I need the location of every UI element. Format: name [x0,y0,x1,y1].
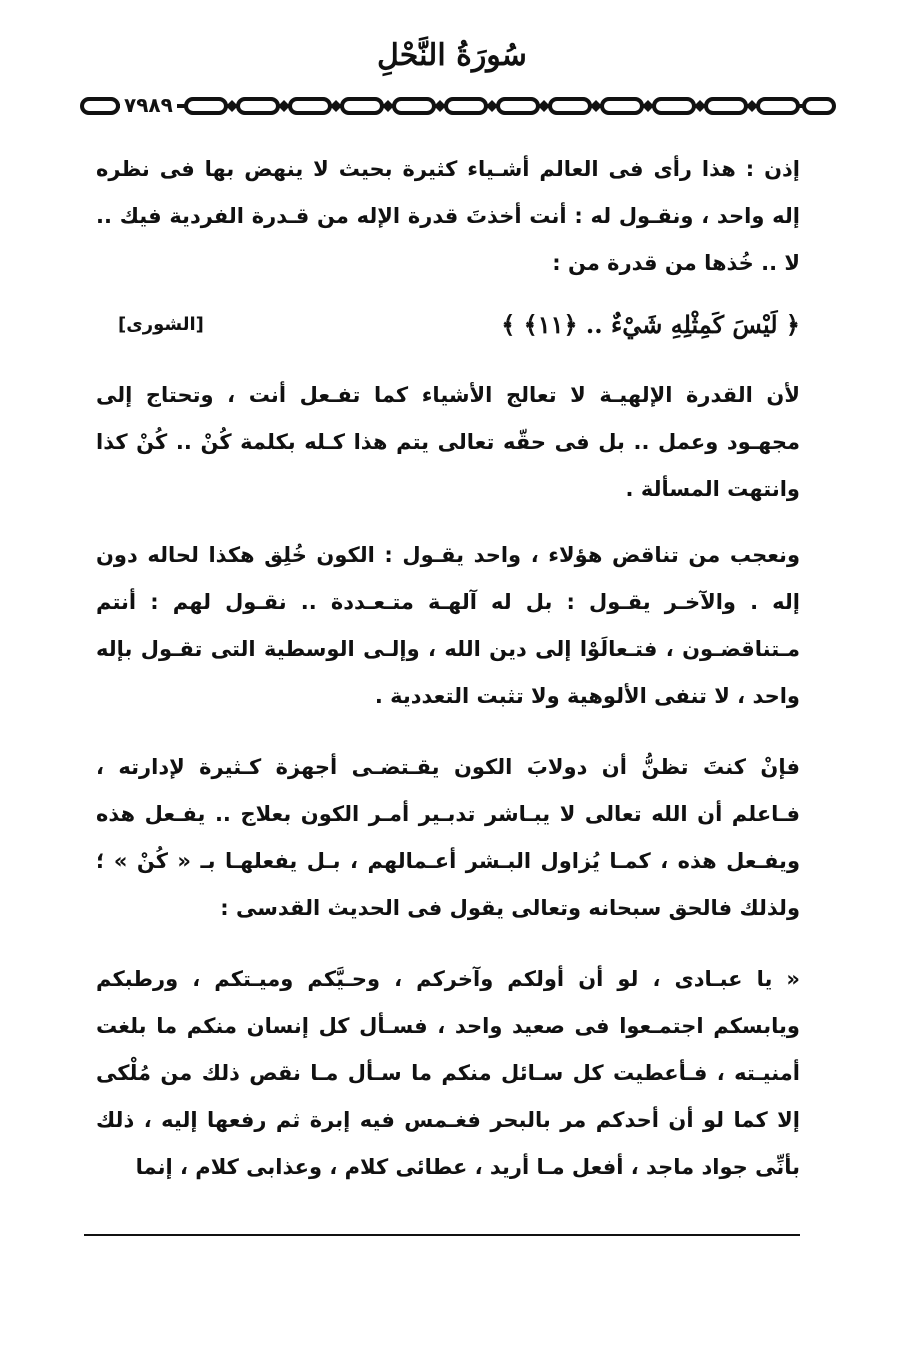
quran-verse [96,306,800,350]
footer-divider [84,1234,800,1236]
page-number: ٧٩٨٩ [120,94,177,116]
paragraph-5: « يا عبـادى ، لو أن أولكم وآخركم ، وحـيَّكم وميـتكم ، ورطبكم ويابسكم اجتمـعوا فى صعيد واحد ، فسـأل كل إنسان منكم ما بلغت أمنيـته ، فـأعطيت كل سـائل منكم ما سـأل مـا نقص ذلك من مُلْكى إلا كما لو أن أحدكم مر بالبحر فغـمس فيه إبرة ثم رفعها إليه ، ذلك بأنِّى جواد ماجد ، أفعل مـا أريد ، عطائى كلام ، وعذابى كلام ، إنما [96,967,800,1179]
paragraph-1: إذن : هذا رأى فى العالم أشـياء كثيرة بحيث لا ينهض بها فى نظره إله واحد ، ونقـول له : أنت أخذتَ قدرة الإله من قـدرة الفردية فيك .. لا .. خُذها من قدرة من : [96,157,800,275]
surah-title: سُورَةُ النَّحْلِ [377,38,527,73]
verse-text: ﴿ لَيْسَ كَمِثْلِهِ شَيْءٌ .. ﴿١١﴾ ﴾ [501,310,800,339]
paragraph-3: ونعجب من تناقض هؤلاء ، واحد يقـول : الكون خُلِق هكذا لحاله دون إله . والآخـر يقـول : بل له آلهـة متـعـددة .. نقـول لهم : أنتم مـتناقضـون ، فتـعالَوْا إلى دين الله ، وإلـى الوسطية التى تقـول بإله واحد ، لا تنفى الألوهية ولا تثبت التعددية . [96,543,800,708]
decorative-chain-border [78,94,838,118]
paragraph-2: لأن القدرة الإلهيـة لا تعالج الأشياء كما تفـعل أنت ، وتحتاج إلى مجهـود وعمل .. بل فى حقّه تعالى يتم هذا كـله بكلمة كُنْ .. كُنْ كذا وانتهت المسألة . [96,383,800,501]
paragraph-4: فإنْ كنتَ تظنُّ أن دولابَ الكون يقـتضـى أجهزة كـثيرة لإدارته ، فـاعلم أن الله تعالى لا يبـاشر تدبـير أمـر الكون بعلاج .. يفـعل هذه ويفـعل هذه ، كمـا يُزاول البـشر أعـمالهم ، بـل يفعلهـا بـ « كُنْ » ؛ ولذلك فالحق سبحانه وتعالى يقول فى الحديث القدسى : [96,755,800,920]
verse-reference: [الشورى] [118,314,204,335]
